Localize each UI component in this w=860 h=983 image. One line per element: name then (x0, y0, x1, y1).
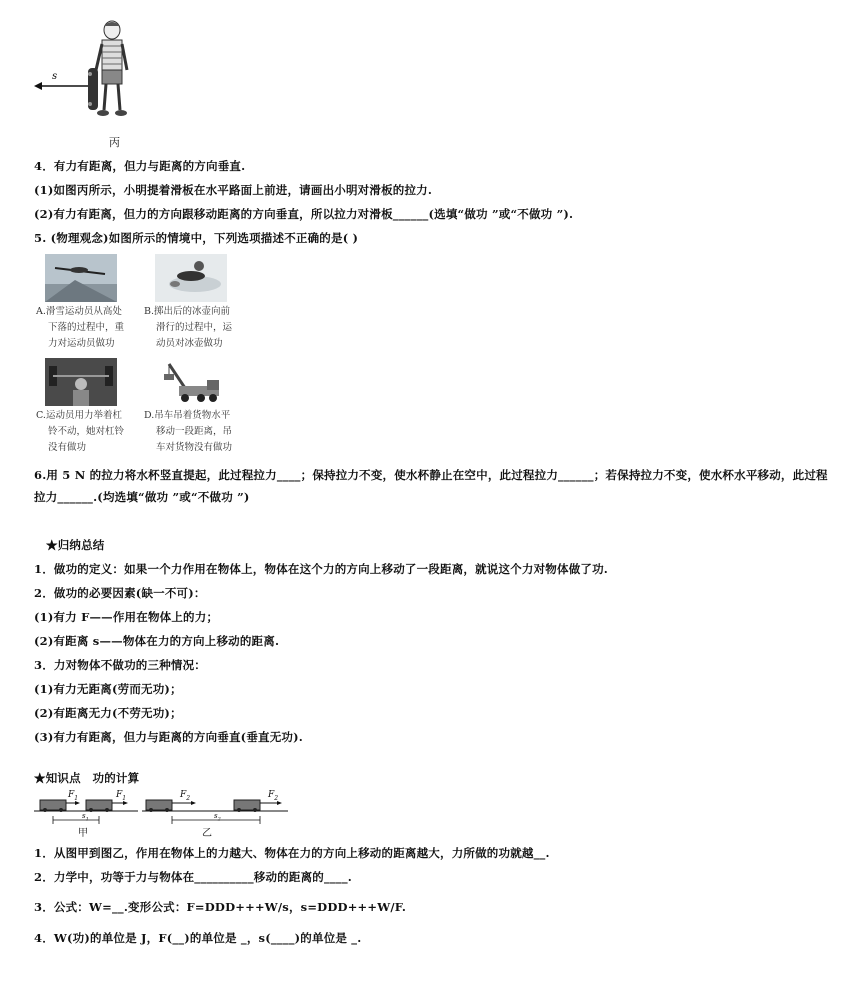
summary-line-2: 2．做功的必要因素(缺一不可)： (34, 586, 206, 600)
q4-sub2: (2)有力有距离，但力的方向跟移动距离的方向垂直，所以拉力对滑板______(选填“做功 ”或“不做功 ”). (34, 207, 574, 221)
summary-line-7: (2)有距离无力(不劳无功)； (34, 706, 182, 720)
option-d-line-1: D.吊车吊着货物水平 (144, 410, 231, 421)
knowledge-line-3: 3．公式：W=__.变形公式：F=DDD+++W/s，s=DDD+++W/F. (34, 900, 407, 914)
summary-line-4: (2)有距离 s——物体在力的方向上移动的距离. (34, 634, 280, 648)
summary-line-8: (3)有力有距离，但力与距离的方向垂直(垂直无功). (34, 730, 303, 744)
figure-jia (34, 790, 138, 839)
figure-yi (142, 790, 288, 839)
option-d-caption (144, 408, 232, 456)
option-c-caption (36, 408, 124, 456)
summary-heading: ★归纳总结 (46, 538, 105, 552)
boy-skateboard-illustration (30, 18, 140, 130)
jia-force-label-1: $F_1$ (68, 790, 79, 802)
option-d-line-3: 车对货物没有做功 (156, 442, 233, 453)
figure-caption: 丙 (109, 136, 120, 149)
figure-bing (30, 18, 140, 148)
arrow-label-s: s (52, 71, 58, 82)
option-b-line-2: 滑行的过程中，运 (156, 322, 233, 333)
option-b-line-3: 动员对冰壶做功 (156, 338, 223, 349)
summary-line-3: (1)有力 F——作用在物体上的力； (34, 610, 219, 624)
jia-distance-label: $s_1$ (82, 812, 89, 823)
option-a-line-2: 下落的过程中，重 (48, 322, 125, 333)
knowledge-heading: ★知识点 功的计算 (34, 771, 140, 785)
yi-caption: 乙 (202, 828, 212, 839)
crane-truck-photo (155, 358, 227, 406)
option-c-line-3: 没有做功 (48, 442, 87, 453)
q4-sub1: (1)如图丙所示，小明提着滑板在水平路面上前进，请画出小明对滑板的拉力. (34, 183, 433, 197)
weightlifter-photo (45, 358, 117, 406)
option-b-line-1: B.掷出后的冰壶向前 (144, 306, 231, 317)
q6-text: 6.用 5 N 的拉力将水杯竖直提起，此过程拉力____；保持拉力不变，使水杯静止在空中，此过程拉力______；若保持拉力不变，使水杯水平移动，此过程拉力______.(均选填“做功 ”或“不做功 ”) (34, 468, 828, 504)
yi-force-label-2: $F_2$ (268, 790, 279, 802)
summary-line-5: 3．力对物体不做功的三种情况： (34, 658, 206, 672)
jia-force-label-2: $F_1$ (116, 790, 127, 802)
option-a-line-3: 力对运动员做功 (48, 338, 115, 349)
jia-caption: 甲 (78, 828, 88, 839)
summary-line-1: 1．做功的定义：如果一个力作用在物体上，物体在这个力的方向上移动了一段距离，就说这个力对物体做了功. (34, 562, 608, 576)
yi-distance-label: $s_2$ (214, 812, 221, 823)
knowledge-line-4: 4．W(功)的单位是 J，F(__)的单位是 _，s(____)的单位是 _. (34, 931, 362, 945)
option-a-caption (36, 304, 124, 352)
q5-title: 5. (物理观念)如图所示的情境中，下列选项描述不正确的是( ) (34, 231, 359, 245)
knowledge-line-2: 2．力学中，功等于力与物体在__________移动的距离的____. (34, 870, 353, 884)
option-b-caption (144, 304, 232, 352)
curling-photo (155, 254, 227, 302)
summary-line-6: (1)有力无距离(劳而无功)； (34, 682, 182, 696)
q4-title: 4．有力有距离，但力与距离的方向垂直. (34, 159, 246, 173)
option-c-line-2: 铃不动，她对杠铃 (48, 426, 125, 437)
ski-jump-photo (45, 254, 117, 302)
yi-force-label-1: $F_2$ (180, 790, 191, 802)
option-a-line-1: A.滑雪运动员从高处 (36, 306, 122, 317)
knowledge-line-1: 1．从图甲到图乙，作用在物体上的力越大、物体在力的方向上移动的距离越大，力所做的功就越__. (34, 846, 550, 860)
option-c-line-1: C.运动员用力举着杠 (36, 410, 122, 421)
option-d-line-2: 移动一段距离，吊 (156, 426, 233, 437)
